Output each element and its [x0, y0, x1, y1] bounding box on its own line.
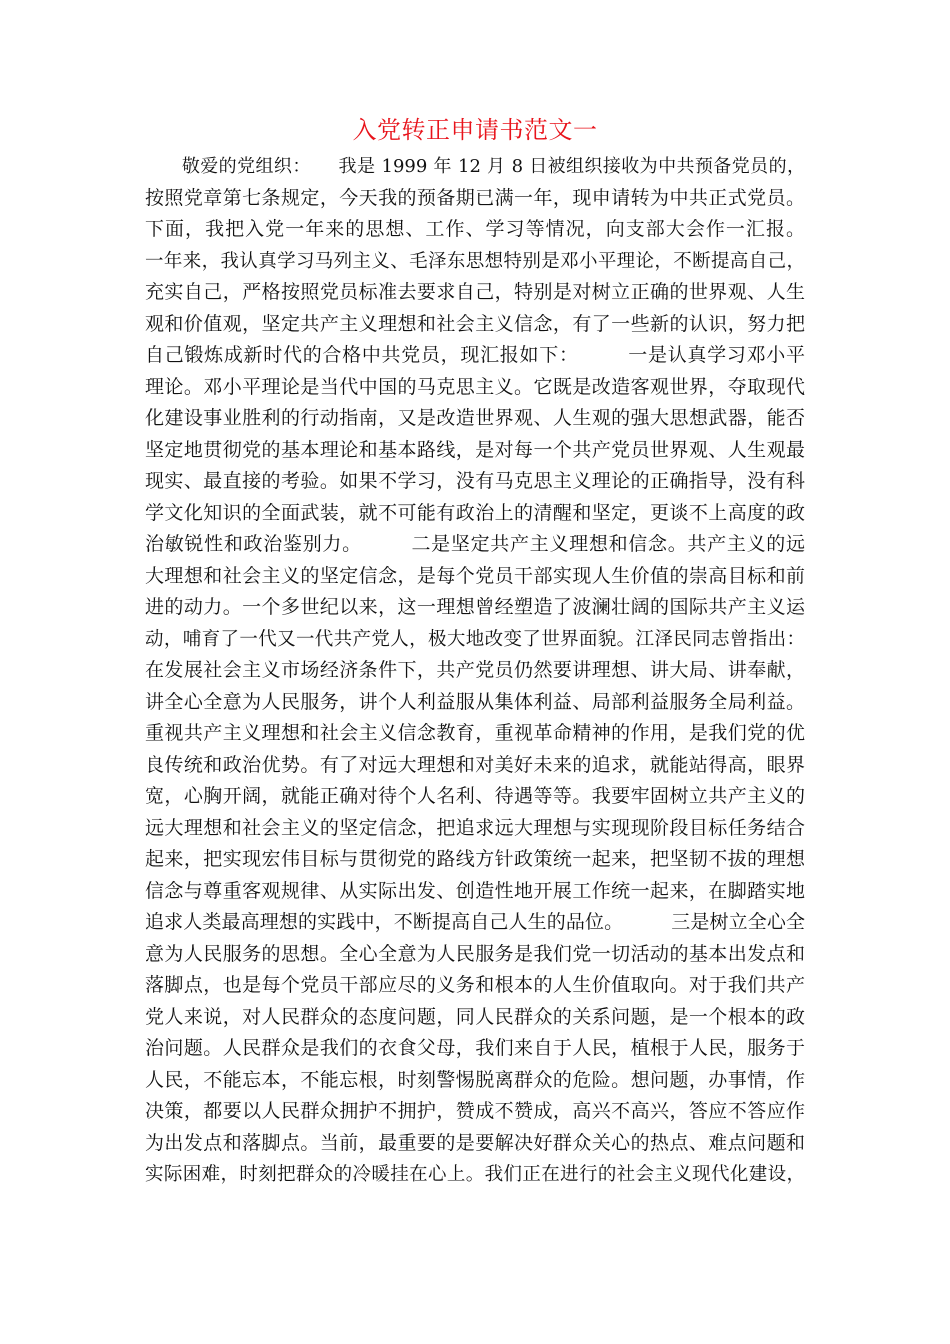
body-line: 党人来说，对人民群众的态度问题，同人民群众的关系问题，是一个根本的政 [145, 1005, 805, 1028]
body-line: 充实自己，严格按照党员标准去要求自己，特别是对树立正确的世界观、人生 [145, 281, 805, 303]
body-line: 远大理想和社会主义的坚定信念，把追求远大理想与实现现阶段目标任务结合 [145, 816, 805, 839]
body-line: 动，哺育了一代又一代共产党人，极大地改变了世界面貌。江泽民同志曾指出： [145, 628, 805, 650]
body-line: 讲全心全意为人民服务，讲个人利益服从集体利益、局部利益服务全局利益。 [145, 690, 805, 713]
body-line: 自己锻炼成新时代的合格中共党员，现汇报如下： 一是认真学习邓小平 [145, 344, 805, 366]
body-line: 决策，都要以人民群众拥护不拥护，赞成不赞成，高兴不高兴，答应不答应作 [145, 1100, 805, 1122]
body-line: 进的动力。一个多世纪以来，这一理想曾经塑造了波澜壮阔的国际共产主义运 [145, 596, 805, 618]
body-line: 良传统和政治优势。有了对远大理想和对美好未来的追求，就能站得高，眼界 [145, 753, 805, 776]
body-line: 在发展社会主义市场经济条件下，共产党员仍然要讲理想、讲大局、讲奉献， [145, 659, 805, 681]
body-line: 按照党章第七条规定，今天我的预备期已满一年，现申请转为中共正式党员。 [145, 186, 805, 209]
body-line: 为出发点和落脚点。当前，最重要的是要解决好群众关心的热点、难点问题和 [145, 1131, 805, 1154]
body-line: 重视共产主义理想和社会主义信念教育，重视革命精神的作用，是我们党的优 [145, 722, 805, 744]
body-line: 理论。邓小平理论是当代中国的马克思主义。它既是改造客观世界，夺取现代 [145, 375, 805, 398]
body-line: 敬爱的党组织： 我是 1999 年 12 月 8 日被组织接收为中共预备党员的， [145, 156, 805, 177]
document-title: 入党转正申请书范文一 [352, 116, 598, 144]
body-line: 现实、最直接的考验。如果不学习，没有马克思主义理论的正确指导，没有科 [145, 470, 805, 492]
body-line: 人民，不能忘本，不能忘根，时刻警惕脱离群众的危险。想问题，办事情，作 [145, 1068, 805, 1091]
body-line: 学文化知识的全面武装，就不可能有政治上的清醒和坚定，更谈不上高度的政 [145, 501, 805, 524]
body-line: 治敏锐性和政治鉴别力。 二是坚定共产主义理想和信念。共产主义的远 [145, 533, 805, 555]
body-line: 实际困难，时刻把群众的冷暖挂在心上。我们正在进行的社会主义现代化建设， [145, 1164, 805, 1185]
body-line: 起来，把实现宏伟目标与贯彻党的路线方针政策统一起来，把坚韧不拔的理想 [145, 848, 805, 870]
body-line: 下面，我把入党一年来的思想、工作、学习等情况，向支部大会作一汇报。 [145, 218, 805, 240]
document-body [145, 151, 805, 1191]
body-line: 一年来，我认真学习马列主义、毛泽东思想特别是邓小平理论，不断提高自己， [145, 250, 805, 272]
body-line: 意为人民服务的思想。全心全意为人民服务是我们党一切活动的基本出发点和 [145, 942, 805, 965]
body-line: 观和价值观，坚定共产主义理想和社会主义信念，有了一些新的认识，努力把 [145, 312, 805, 335]
body-line: 追求人类最高理想的实践中，不断提高自己人生的品位。 三是树立全心全 [145, 911, 805, 933]
body-line: 化建设事业胜利的行动指南，又是改造世界观、人生观的强大思想武器，能否 [145, 407, 805, 429]
body-line: 大理想和社会主义的坚定信念，是每个党员干部实现人生价值的崇高目标和前 [145, 564, 805, 587]
body-line: 坚定地贯彻党的基本理论和基本路线，是对每一个共产党员世界观、人生观最 [145, 438, 805, 461]
body-line: 宽，心胸开阔，就能正确对待个人名利、待遇等等。我要牢固树立共产主义的 [145, 785, 805, 807]
body-line: 治问题。人民群众是我们的衣食父母，我们来自于人民，植根于人民，服务于 [145, 1037, 805, 1059]
body-line: 落脚点，也是每个党员干部应尽的义务和根本的人生价值取向。对于我们共产 [145, 974, 805, 996]
body-line: 信念与尊重客观规律、从实际出发、创造性地开展工作统一起来，在脚踏实地 [145, 879, 805, 902]
